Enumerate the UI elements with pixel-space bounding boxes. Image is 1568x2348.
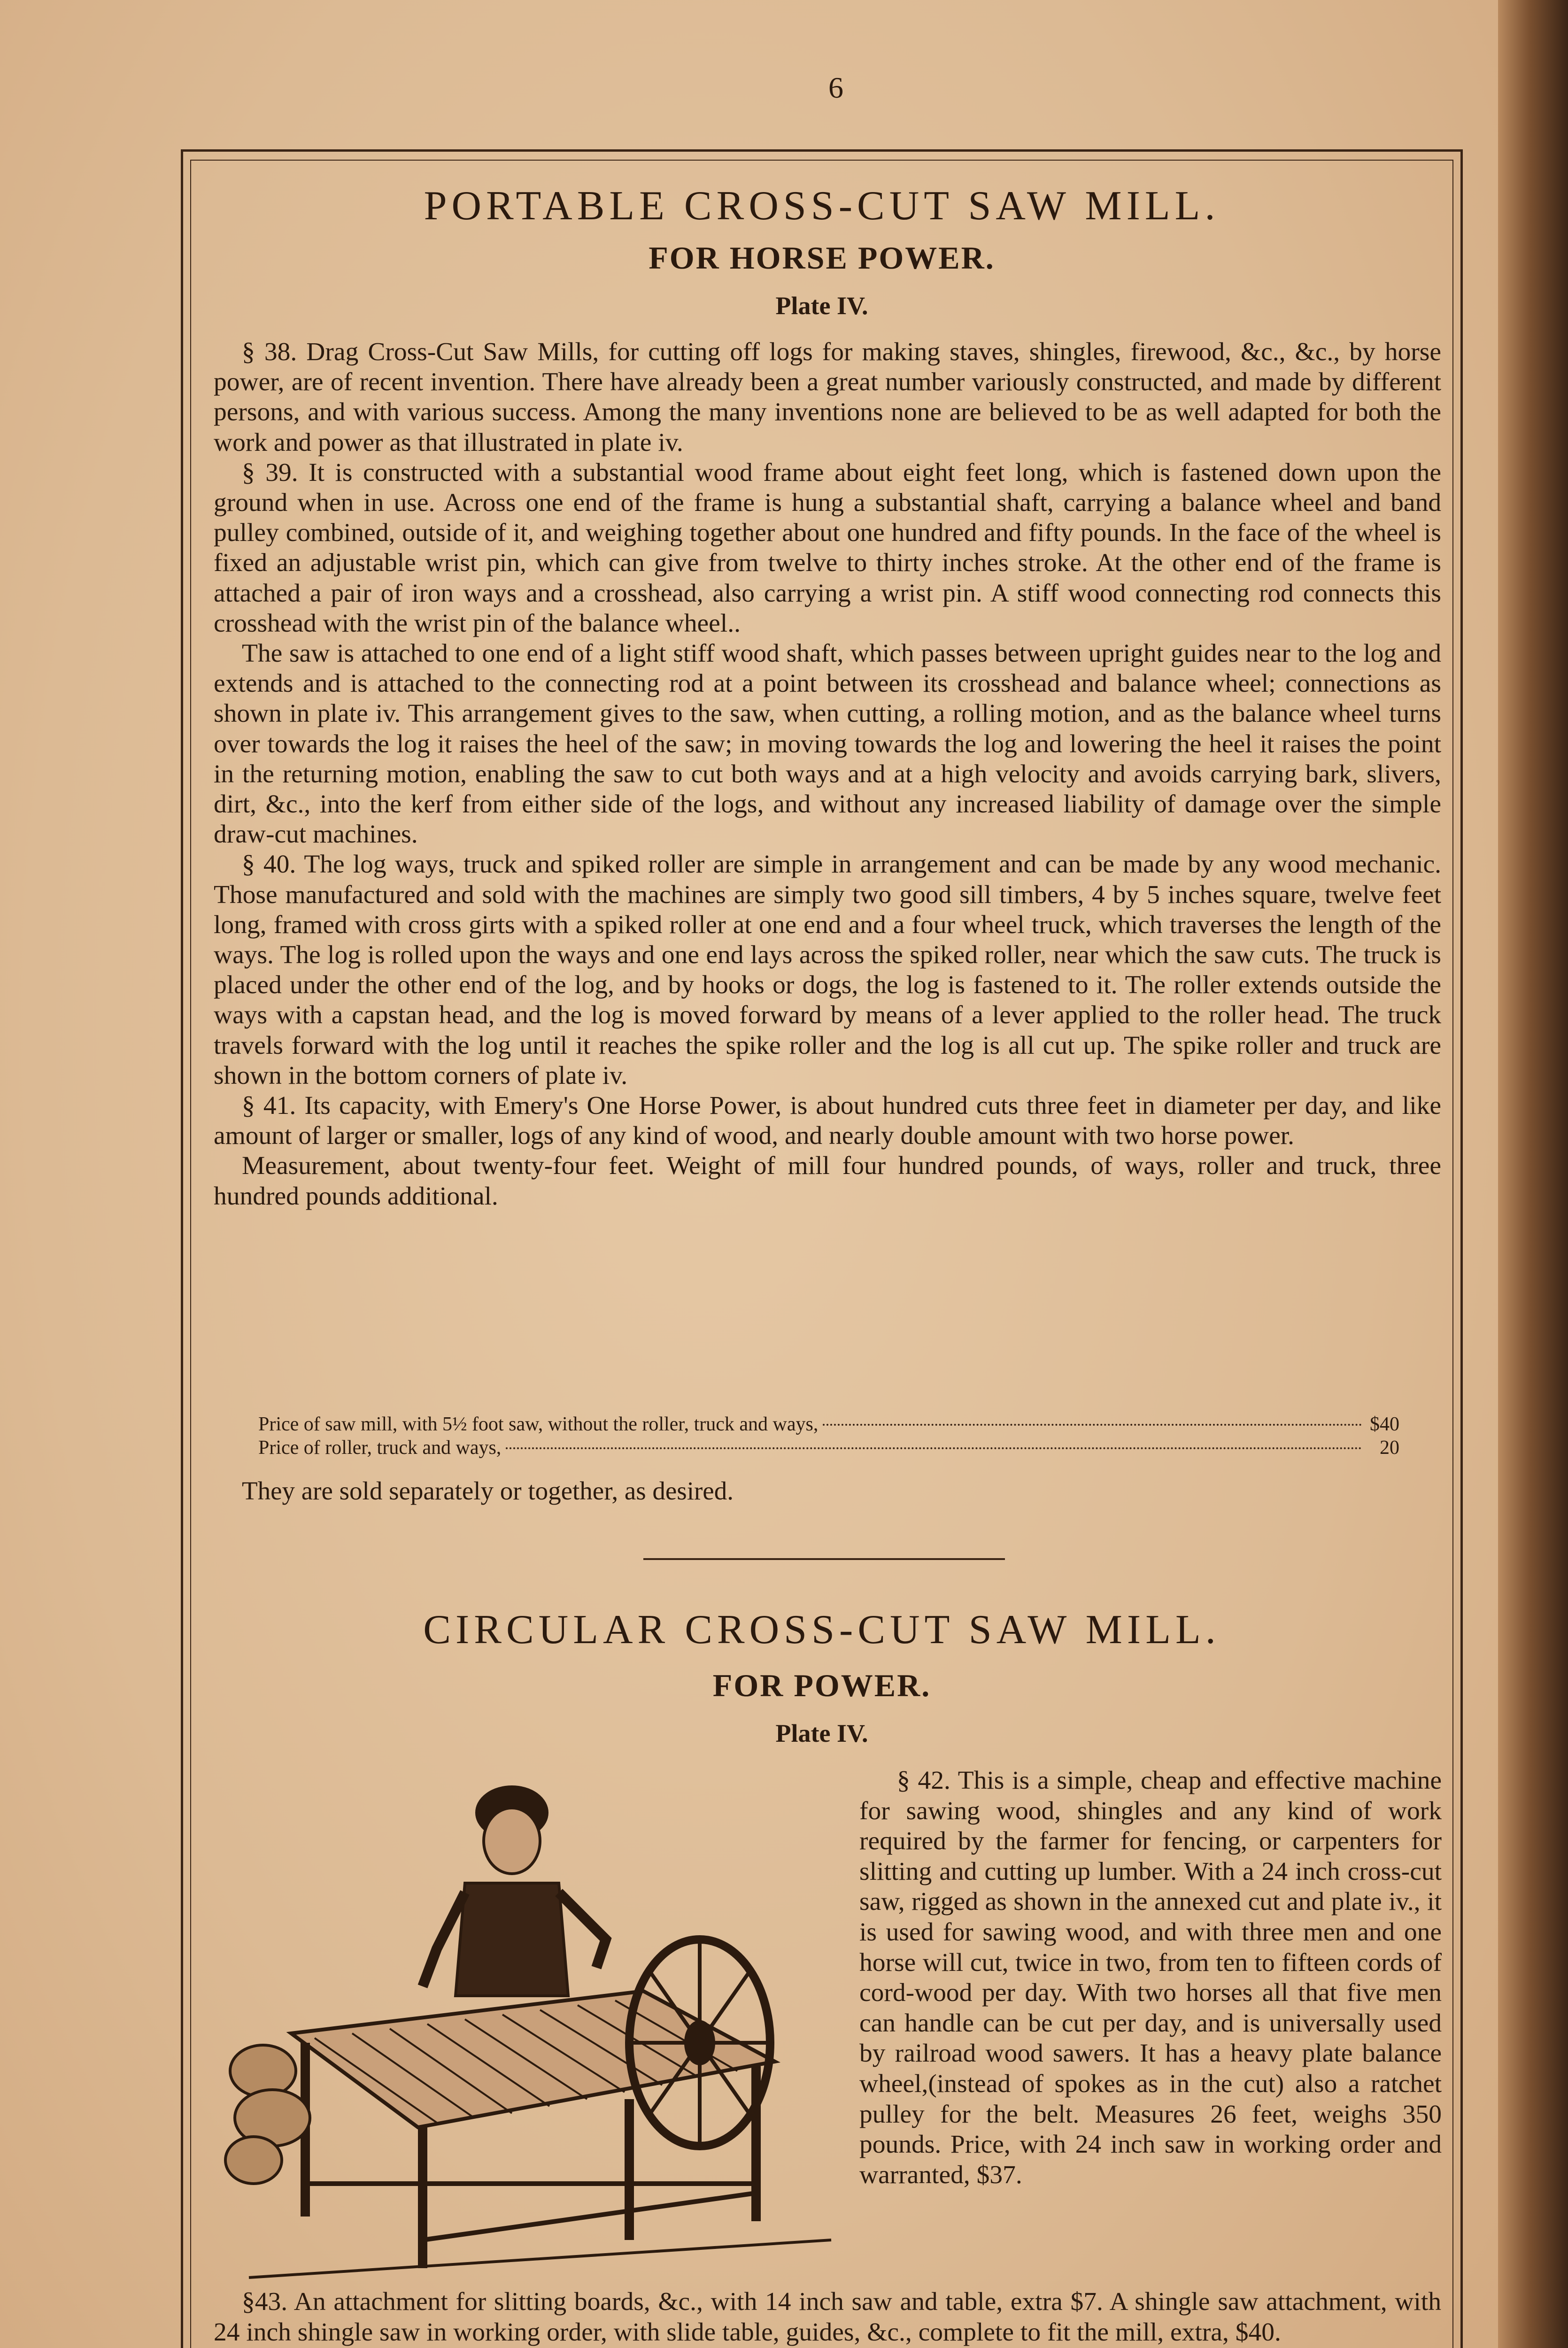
section2-side-text bbox=[859, 1766, 1442, 2190]
paragraph-43: §43. An attachment for slitting boards, &c., with 14 inch saw and table, extra $7. A shingle saw attachment, with 24 inch shingle saw in working order, with slide table, guides, &c., complete to fit the mill, extra, $40. bbox=[214, 2287, 1441, 2347]
paragraph-39-cont: The saw is attached to one end of a light stiff wood shaft, which passes between upright guides near to the log and extends and is attached to the connecting rod at a point between its crosshead and balance wheel; connections as shown in plate iv. This arrangement gives to the saw, when cutting, a rolling motion, and as the balance wheel turns over towards the log it raises the heel of the saw; in moving towards the log and lowering the heel it raises the point in the returning motion, enabling the saw to cut both ways and at a high velocity and avoids carrying bark, slivers, dirt, &c., into the kerf from either side of the logs, and without any increased liability of damage over the simple draw-cut machines. bbox=[214, 639, 1441, 849]
price-table bbox=[258, 1413, 1399, 1460]
price-value: $40 bbox=[1370, 1413, 1399, 1435]
section2-plate: Plate IV. bbox=[775, 1719, 868, 1747]
dot-leader bbox=[506, 1447, 1362, 1449]
price-value: 20 bbox=[1380, 1437, 1399, 1459]
page-number: 6 bbox=[828, 71, 843, 104]
price-label: Price of saw mill, with 5½ foot saw, without the roller, truck and ways, bbox=[258, 1413, 819, 1435]
section-divider bbox=[643, 1558, 1005, 1560]
paragraph-40: § 40. The log ways, truck and spiked roller are simple in arrangement and can be made by any wood mechanic. Those manufactured and sold with the machines are simply two good sill timbers, 4 by 5 inches square, twelve feet long, framed with cross girts with a spiked roller at one end and a four wheel truck, which traverses the length of the ways. The log is rolled upon the ways and one end lays across the spiked roller, near which the saw cuts. The truck is placed under the other end of the log, and by hooks or dogs, the log is fastened to it. The roller extends outside the ways with a capstan head, and the log is moved forward by means of a lever applied to the roller head. The truck travels forward with the log until it reaches the spike roller and the log is all cut up. The spike roller and truck are shown in the bottom corners of plate iv. bbox=[214, 850, 1441, 1090]
section2-subtitle: FOR POWER. bbox=[712, 1668, 931, 1703]
paragraph-38: § 38. Drag Cross-Cut Saw Mills, for cutting off logs for making staves, shingles, firewood, &c., &c., by horse power, are of recent invention. There have already been a great number variously constructed, and made by different persons, and with various success. Among the many inventions none are believed to be as well adapted for both the work and power as that illustrated in plate iv. bbox=[214, 338, 1441, 457]
paragraph-42: § 42. This is a simple, cheap and effective machine for sawing wood, shingles and any kind of work required by the farmer for fencing, or carpenters for slitting and cutting up lumber. With a 24 inch cross-cut saw, rigged as shown in the annexed cut and plate iv., it is used for sawing wood, and with three men and one horse will cut, twice in two, from ten to fifteen cords of cord-wood per day. With two horses all that five men can handle can be cut per day, and is universally used by railroad wood sawers. It has a heavy plate balance wheel,(instead of spokes as in the cut) also a ratchet pulley for the belt. Measures 26 feet, weighs 350 pounds. Price, with 24 inch saw in working order and warranted, $37. bbox=[859, 1766, 1442, 2189]
price-label: Price of roller, truck and ways, bbox=[258, 1437, 502, 1459]
section2-bottom-text bbox=[214, 2287, 1441, 2348]
saw-mill-engraving bbox=[221, 1770, 859, 2287]
paragraph-measurement: Measurement, about twenty-four feet. Weight of mill four hundred pounds, of ways, roller and truck, three hundred pounds additional. bbox=[214, 1151, 1441, 1211]
section1-title: PORTABLE CROSS-CUT SAW MILL. bbox=[424, 183, 1220, 229]
paragraph-41: § 41. Its capacity, with Emery's One Horse Power, is about hundred cuts three feet in diameter per day, and like amount of larger or smaller, logs of any kind of wood, and nearly double amount with two horse power. bbox=[214, 1091, 1441, 1151]
paragraph-39: § 39. It is constructed with a substantial wood frame about eight feet long, which is fastened down upon the ground when in use. Across one end of the frame is hung a substantial shaft, carrying a balance wheel and band pulley combined, outside of it, and weighing together about one hundred and fifty pounds. In the face of the wheel is fixed an adjustable wrist pin, which can give from twelve to thirty inches stroke. At the other end of the frame is attached a pair of iron ways and a crosshead, also carrying a wrist pin. A stiff wood connecting rod connects this crosshead with the wrist pin of the balance wheel.. bbox=[214, 458, 1441, 638]
section1-body bbox=[214, 337, 1441, 1212]
section2-title: CIRCULAR CROSS-CUT SAW MILL. bbox=[423, 1607, 1220, 1653]
section1-plate: Plate IV. bbox=[775, 292, 868, 320]
dot-leader bbox=[823, 1424, 1362, 1426]
section1-subtitle: FOR HORSE POWER. bbox=[649, 240, 995, 276]
section1-closing: They are sold separately or together, as desired. bbox=[242, 1476, 734, 1505]
price-row bbox=[258, 1436, 1399, 1460]
price-row bbox=[258, 1413, 1399, 1436]
book-spine-edge bbox=[1498, 0, 1568, 2348]
